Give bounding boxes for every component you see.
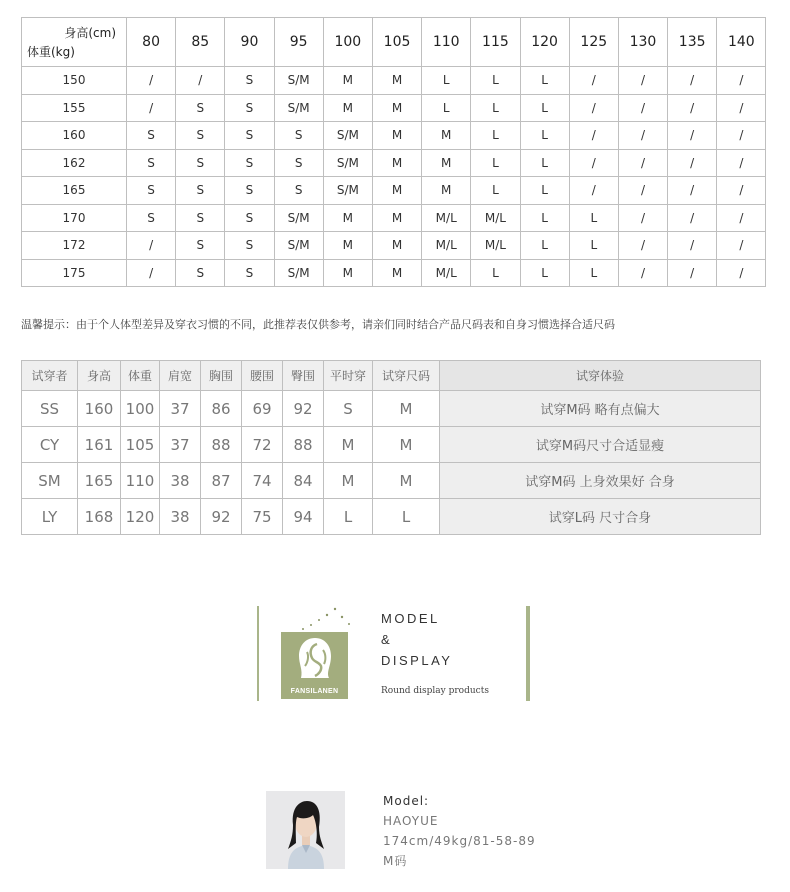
size-cell: L bbox=[471, 149, 520, 177]
size-cell: M bbox=[372, 204, 421, 232]
size-row bbox=[22, 177, 766, 205]
size-cell: / bbox=[569, 149, 618, 177]
size-cell: M/L bbox=[422, 232, 471, 260]
size-cell: / bbox=[127, 94, 176, 122]
size-cell: S bbox=[176, 232, 225, 260]
height-header: 125 bbox=[569, 18, 618, 67]
size-row bbox=[22, 67, 766, 95]
size-row bbox=[22, 204, 766, 232]
size-cell: M/L bbox=[422, 259, 471, 287]
try-on-cell: CY bbox=[22, 427, 78, 463]
size-cell: M bbox=[372, 149, 421, 177]
size-cell: L bbox=[422, 94, 471, 122]
try-on-cell: S bbox=[324, 391, 373, 427]
size-cell: S bbox=[176, 122, 225, 150]
size-cell: M/L bbox=[422, 204, 471, 232]
size-cell: S/M bbox=[274, 232, 323, 260]
size-cell: S bbox=[225, 232, 274, 260]
try-on-cell: L bbox=[324, 499, 373, 535]
try-on-experience: 试穿M码 上身效果好 合身 bbox=[440, 463, 761, 499]
size-cell: / bbox=[717, 149, 766, 177]
weight-cell: 170 bbox=[22, 204, 127, 232]
weight-axis-label: 体重(kg) bbox=[27, 45, 75, 59]
size-cell: M/L bbox=[471, 232, 520, 260]
try-on-cell: 105 bbox=[121, 427, 160, 463]
height-header: 85 bbox=[176, 18, 225, 67]
size-cell: S/M bbox=[274, 204, 323, 232]
try-on-cell: 37 bbox=[160, 427, 201, 463]
model-name: HAOYUE bbox=[383, 814, 439, 828]
size-cell: / bbox=[618, 232, 667, 260]
banner-title bbox=[381, 608, 452, 671]
size-cell: S bbox=[225, 204, 274, 232]
size-cell: S bbox=[225, 122, 274, 150]
try-on-cell: M bbox=[324, 463, 373, 499]
try-on-header: 试穿者 bbox=[22, 361, 78, 391]
size-cell: / bbox=[717, 94, 766, 122]
height-header: 135 bbox=[668, 18, 717, 67]
banner-title-line1: MODEL bbox=[381, 611, 440, 626]
size-cell: / bbox=[176, 67, 225, 95]
try-on-header: 胸围 bbox=[201, 361, 242, 391]
try-on-cell: 87 bbox=[201, 463, 242, 499]
try-on-row bbox=[22, 463, 761, 499]
size-cell: / bbox=[668, 122, 717, 150]
size-cell: / bbox=[127, 232, 176, 260]
size-cell: S bbox=[225, 94, 274, 122]
banner-title-line2: & bbox=[381, 632, 393, 647]
height-header: 130 bbox=[618, 18, 667, 67]
size-tip-text: 温馨提示：由于个人体型差异及穿衣习惯的不同，此推荐表仅供参考，请亲们同时结合产品尺码表和自身习惯选择合适尺码 bbox=[21, 318, 615, 331]
size-cell: L bbox=[520, 67, 569, 95]
stars-decoration bbox=[297, 606, 357, 634]
try-on-table bbox=[21, 360, 761, 535]
try-on-row bbox=[22, 391, 761, 427]
try-on-cell: 110 bbox=[121, 463, 160, 499]
size-cell: L bbox=[471, 67, 520, 95]
size-cell: M bbox=[372, 177, 421, 205]
size-cell: / bbox=[569, 177, 618, 205]
try-on-cell: M bbox=[373, 427, 440, 463]
size-cell: / bbox=[618, 259, 667, 287]
size-cell: M bbox=[372, 232, 421, 260]
size-cell: S/M bbox=[323, 149, 372, 177]
size-cell: S bbox=[176, 204, 225, 232]
size-cell: / bbox=[618, 204, 667, 232]
brand-name: FANSILANEN bbox=[290, 688, 339, 695]
size-cell: / bbox=[668, 259, 717, 287]
try-on-experience: 试穿M码尺寸合适显瘦 bbox=[440, 427, 761, 463]
size-cell: S bbox=[225, 177, 274, 205]
height-header: 90 bbox=[225, 18, 274, 67]
try-on-header: 臀围 bbox=[283, 361, 324, 391]
size-cell: M bbox=[422, 122, 471, 150]
size-cell: S/M bbox=[274, 259, 323, 287]
size-cell: / bbox=[668, 177, 717, 205]
weight-cell: 165 bbox=[22, 177, 127, 205]
model-display-banner bbox=[257, 606, 530, 701]
size-cell: / bbox=[668, 149, 717, 177]
height-header: 115 bbox=[471, 18, 520, 67]
try-on-cell: 88 bbox=[283, 427, 324, 463]
size-cell: / bbox=[717, 259, 766, 287]
size-cell: S/M bbox=[274, 94, 323, 122]
size-cell: L bbox=[422, 67, 471, 95]
size-cell: / bbox=[127, 67, 176, 95]
size-cell: / bbox=[618, 67, 667, 95]
size-cell: / bbox=[618, 149, 667, 177]
size-cell: M bbox=[323, 204, 372, 232]
try-on-cell: SM bbox=[22, 463, 78, 499]
model-photo bbox=[266, 791, 345, 869]
model-size: M码 bbox=[383, 854, 408, 868]
size-recommendation-table bbox=[21, 17, 766, 287]
size-row bbox=[22, 122, 766, 150]
size-cell: / bbox=[717, 204, 766, 232]
try-on-cell: LY bbox=[22, 499, 78, 535]
size-cell: M bbox=[372, 67, 421, 95]
size-cell: L bbox=[569, 259, 618, 287]
size-cell: L bbox=[471, 259, 520, 287]
size-cell: L bbox=[569, 204, 618, 232]
size-cell: M bbox=[323, 94, 372, 122]
size-cell: M bbox=[372, 94, 421, 122]
size-cell: S bbox=[274, 122, 323, 150]
try-on-cell: 161 bbox=[78, 427, 121, 463]
size-cell: / bbox=[618, 177, 667, 205]
try-on-cell: 86 bbox=[201, 391, 242, 427]
weight-cell: 150 bbox=[22, 67, 127, 95]
size-cell: S bbox=[176, 259, 225, 287]
size-cell: S bbox=[127, 122, 176, 150]
weight-cell: 172 bbox=[22, 232, 127, 260]
size-cell: / bbox=[569, 94, 618, 122]
try-on-cell: 37 bbox=[160, 391, 201, 427]
height-header: 95 bbox=[274, 18, 323, 67]
size-cell: S bbox=[225, 259, 274, 287]
try-on-cell: 160 bbox=[78, 391, 121, 427]
banner-subtitle: Round display products bbox=[381, 686, 489, 696]
try-on-cell: 38 bbox=[160, 463, 201, 499]
try-on-header: 试穿体验 bbox=[440, 361, 761, 391]
size-cell: S/M bbox=[323, 122, 372, 150]
size-cell: S/M bbox=[274, 67, 323, 95]
try-on-cell: 100 bbox=[121, 391, 160, 427]
try-on-cell: 92 bbox=[201, 499, 242, 535]
height-header: 105 bbox=[372, 18, 421, 67]
try-on-row bbox=[22, 499, 761, 535]
banner-right-bar bbox=[526, 606, 530, 701]
size-cell: S bbox=[176, 149, 225, 177]
weight-cell: 155 bbox=[22, 94, 127, 122]
size-cell: L bbox=[471, 177, 520, 205]
try-on-cell: 72 bbox=[242, 427, 283, 463]
try-on-cell: 120 bbox=[121, 499, 160, 535]
try-on-cell: 165 bbox=[78, 463, 121, 499]
size-cell: L bbox=[471, 94, 520, 122]
size-cell: L bbox=[520, 177, 569, 205]
size-cell: S bbox=[274, 149, 323, 177]
size-cell: / bbox=[618, 122, 667, 150]
size-cell: M bbox=[323, 259, 372, 287]
size-cell: S bbox=[127, 204, 176, 232]
size-cell: S bbox=[176, 94, 225, 122]
brand-logo bbox=[281, 632, 348, 699]
try-on-cell: M bbox=[373, 391, 440, 427]
try-on-cell: L bbox=[373, 499, 440, 535]
height-header: 80 bbox=[127, 18, 176, 67]
try-on-header: 体重 bbox=[121, 361, 160, 391]
try-on-header: 试穿尺码 bbox=[373, 361, 440, 391]
height-header: 120 bbox=[520, 18, 569, 67]
size-cell: / bbox=[569, 122, 618, 150]
try-on-cell: 75 bbox=[242, 499, 283, 535]
try-on-cell: SS bbox=[22, 391, 78, 427]
size-cell: / bbox=[127, 259, 176, 287]
size-cell: / bbox=[668, 232, 717, 260]
size-cell: L bbox=[520, 122, 569, 150]
try-on-cell: 88 bbox=[201, 427, 242, 463]
try-on-cell: 92 bbox=[283, 391, 324, 427]
size-cell: L bbox=[520, 259, 569, 287]
banner-title-line3: DISPLAY bbox=[381, 653, 453, 668]
size-row bbox=[22, 94, 766, 122]
size-cell: M/L bbox=[471, 204, 520, 232]
size-cell: S bbox=[225, 149, 274, 177]
size-cell: M bbox=[323, 67, 372, 95]
size-cell: M bbox=[422, 177, 471, 205]
height-header: 110 bbox=[422, 18, 471, 67]
lion-icon bbox=[281, 632, 348, 688]
size-cell: S bbox=[225, 67, 274, 95]
try-on-header: 平时穿 bbox=[324, 361, 373, 391]
banner-left-bar bbox=[257, 606, 259, 701]
size-cell: S bbox=[127, 149, 176, 177]
size-cell: / bbox=[668, 94, 717, 122]
size-cell: S bbox=[274, 177, 323, 205]
try-on-cell: 74 bbox=[242, 463, 283, 499]
model-label: Model: bbox=[383, 794, 430, 808]
size-cell: L bbox=[520, 204, 569, 232]
model-measurements: 174cm/49kg/81-58-89 bbox=[383, 834, 536, 848]
size-cell: L bbox=[520, 149, 569, 177]
height-header: 140 bbox=[717, 18, 766, 67]
size-cell: / bbox=[717, 232, 766, 260]
size-cell: / bbox=[618, 94, 667, 122]
size-row bbox=[22, 149, 766, 177]
size-cell: S bbox=[176, 177, 225, 205]
weight-cell: 162 bbox=[22, 149, 127, 177]
size-table-corner bbox=[22, 18, 127, 67]
size-row bbox=[22, 259, 766, 287]
size-cell: / bbox=[717, 67, 766, 95]
size-cell: / bbox=[717, 177, 766, 205]
size-cell: / bbox=[668, 67, 717, 95]
size-cell: M bbox=[422, 149, 471, 177]
size-row bbox=[22, 232, 766, 260]
try-on-experience: 试穿L码 尺寸合身 bbox=[440, 499, 761, 535]
size-cell: L bbox=[520, 94, 569, 122]
try-on-cell: 94 bbox=[283, 499, 324, 535]
size-cell: M bbox=[323, 232, 372, 260]
weight-cell: 175 bbox=[22, 259, 127, 287]
size-cell: M bbox=[372, 259, 421, 287]
size-cell: L bbox=[520, 232, 569, 260]
size-cell: / bbox=[668, 204, 717, 232]
height-header: 100 bbox=[323, 18, 372, 67]
model-info bbox=[383, 791, 536, 871]
try-on-header: 肩宽 bbox=[160, 361, 201, 391]
try-on-cell: 84 bbox=[283, 463, 324, 499]
size-cell: M bbox=[372, 122, 421, 150]
try-on-cell: 69 bbox=[242, 391, 283, 427]
try-on-cell: M bbox=[324, 427, 373, 463]
try-on-experience: 试穿M码 略有点偏大 bbox=[440, 391, 761, 427]
try-on-header: 身高 bbox=[78, 361, 121, 391]
height-axis-label: 身高(cm) bbox=[64, 26, 116, 40]
try-on-cell: 168 bbox=[78, 499, 121, 535]
size-cell: / bbox=[569, 67, 618, 95]
size-cell: / bbox=[717, 122, 766, 150]
try-on-cell: 38 bbox=[160, 499, 201, 535]
try-on-header: 腰围 bbox=[242, 361, 283, 391]
try-on-row bbox=[22, 427, 761, 463]
try-on-cell: M bbox=[373, 463, 440, 499]
weight-cell: 160 bbox=[22, 122, 127, 150]
size-cell: S bbox=[127, 177, 176, 205]
size-cell: S/M bbox=[323, 177, 372, 205]
size-cell: L bbox=[569, 232, 618, 260]
size-cell: L bbox=[471, 122, 520, 150]
